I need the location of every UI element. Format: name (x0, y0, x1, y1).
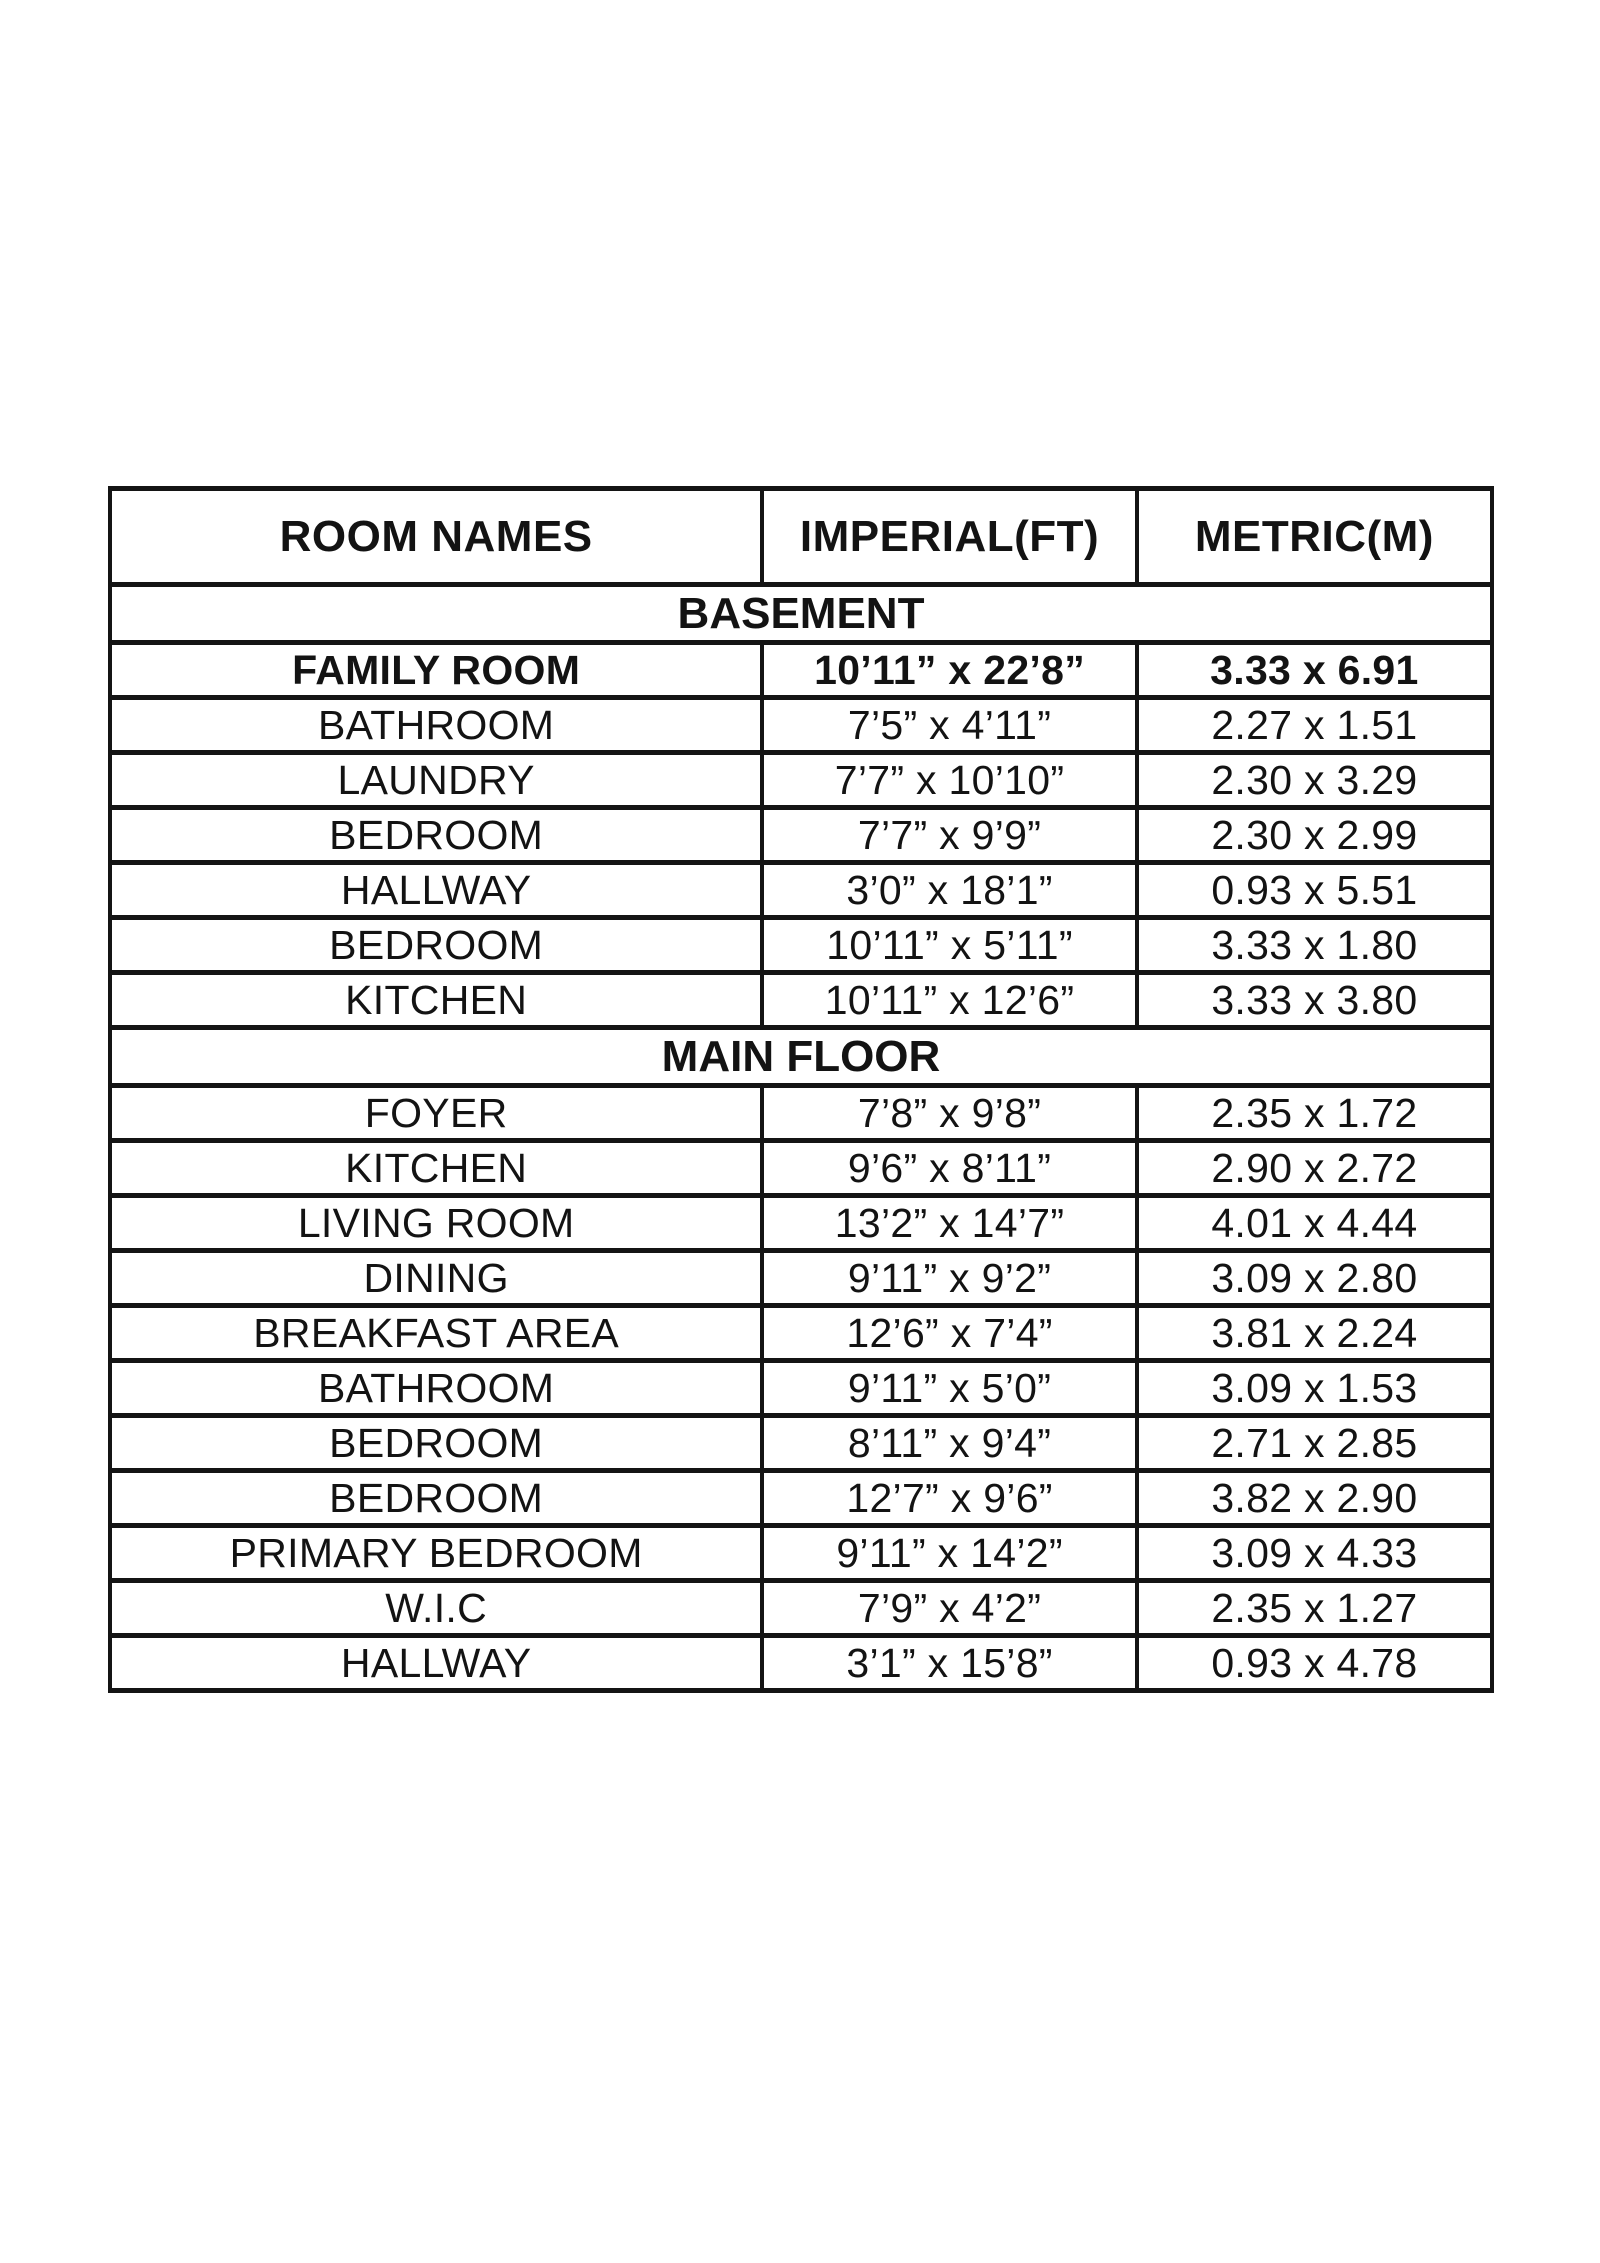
imperial-cell: 7’7” x 10’10” (762, 753, 1137, 808)
table-row (110, 698, 1492, 753)
metric-cell: 2.30 x 2.99 (1137, 808, 1492, 863)
room-name-cell: KITCHEN (110, 1141, 762, 1196)
room-name-cell: HALLWAY (110, 1636, 762, 1691)
room-name-cell: FOYER (110, 1086, 762, 1141)
metric-cell: 3.09 x 2.80 (1137, 1251, 1492, 1306)
table-header-row (110, 489, 1492, 585)
room-name-cell: BATHROOM (110, 1361, 762, 1416)
table-row (110, 1251, 1492, 1306)
imperial-cell: 10’11” x 12’6” (762, 973, 1137, 1028)
table-row (110, 1141, 1492, 1196)
room-name-cell: DINING (110, 1251, 762, 1306)
imperial-cell: 7’5” x 4’11” (762, 698, 1137, 753)
section-title-row (110, 1028, 1492, 1086)
imperial-cell: 3’1” x 15’8” (762, 1636, 1137, 1691)
table-row (110, 1581, 1492, 1636)
table-row (110, 1636, 1492, 1691)
column-header-metric: METRIC(M) (1137, 489, 1492, 585)
metric-cell: 2.71 x 2.85 (1137, 1416, 1492, 1471)
imperial-cell: 12’7” x 9’6” (762, 1471, 1137, 1526)
imperial-cell: 13’2” x 14’7” (762, 1196, 1137, 1251)
column-header-imperial: IMPERIAL(FT) (762, 489, 1137, 585)
imperial-cell: 9’11” x 14’2” (762, 1526, 1137, 1581)
column-header-room-names: ROOM NAMES (110, 489, 762, 585)
room-name-cell: BEDROOM (110, 1471, 762, 1526)
metric-cell: 3.09 x 4.33 (1137, 1526, 1492, 1581)
table-row (110, 753, 1492, 808)
metric-cell: 4.01 x 4.44 (1137, 1196, 1492, 1251)
imperial-cell: 12’6” x 7’4” (762, 1306, 1137, 1361)
room-name-cell: W.I.C (110, 1581, 762, 1636)
metric-cell: 0.93 x 5.51 (1137, 863, 1492, 918)
table-row (110, 1306, 1492, 1361)
table-row (110, 1471, 1492, 1526)
metric-cell: 2.30 x 3.29 (1137, 753, 1492, 808)
room-name-cell: BATHROOM (110, 698, 762, 753)
table-row (110, 1086, 1492, 1141)
table-row (110, 643, 1492, 698)
room-name-cell: BEDROOM (110, 918, 762, 973)
imperial-cell: 3’0” x 18’1” (762, 863, 1137, 918)
section-title: MAIN FLOOR (110, 1028, 1492, 1086)
metric-cell: 2.27 x 1.51 (1137, 698, 1492, 753)
room-name-cell: LAUNDRY (110, 753, 762, 808)
room-dimensions-table (108, 486, 1494, 1693)
room-name-cell: BEDROOM (110, 808, 762, 863)
room-name-cell: FAMILY ROOM (110, 643, 762, 698)
section-title: BASEMENT (110, 585, 1492, 643)
metric-cell: 3.81 x 2.24 (1137, 1306, 1492, 1361)
imperial-cell: 8’11” x 9’4” (762, 1416, 1137, 1471)
metric-cell: 2.35 x 1.27 (1137, 1581, 1492, 1636)
imperial-cell: 10’11” x 22’8” (762, 643, 1137, 698)
room-name-cell: PRIMARY BEDROOM (110, 1526, 762, 1581)
imperial-cell: 9’11” x 9’2” (762, 1251, 1137, 1306)
table-row (110, 1416, 1492, 1471)
imperial-cell: 9’6” x 8’11” (762, 1141, 1137, 1196)
metric-cell: 3.33 x 3.80 (1137, 973, 1492, 1028)
table-row (110, 808, 1492, 863)
room-name-cell: HALLWAY (110, 863, 762, 918)
metric-cell: 2.35 x 1.72 (1137, 1086, 1492, 1141)
table-row (110, 918, 1492, 973)
table-row (110, 1526, 1492, 1581)
room-name-cell: LIVING ROOM (110, 1196, 762, 1251)
metric-cell: 3.33 x 1.80 (1137, 918, 1492, 973)
imperial-cell: 7’8” x 9’8” (762, 1086, 1137, 1141)
imperial-cell: 10’11” x 5’11” (762, 918, 1137, 973)
table-row (110, 1361, 1492, 1416)
metric-cell: 3.09 x 1.53 (1137, 1361, 1492, 1416)
table-body (110, 585, 1492, 1691)
imperial-cell: 9’11” x 5’0” (762, 1361, 1137, 1416)
table-row (110, 863, 1492, 918)
room-name-cell: BREAKFAST AREA (110, 1306, 762, 1361)
imperial-cell: 7’9” x 4’2” (762, 1581, 1137, 1636)
room-name-cell: KITCHEN (110, 973, 762, 1028)
table-row (110, 973, 1492, 1028)
metric-cell: 3.82 x 2.90 (1137, 1471, 1492, 1526)
imperial-cell: 7’7” x 9’9” (762, 808, 1137, 863)
metric-cell: 0.93 x 4.78 (1137, 1636, 1492, 1691)
metric-cell: 2.90 x 2.72 (1137, 1141, 1492, 1196)
metric-cell: 3.33 x 6.91 (1137, 643, 1492, 698)
room-name-cell: BEDROOM (110, 1416, 762, 1471)
section-title-row (110, 585, 1492, 643)
table-row (110, 1196, 1492, 1251)
